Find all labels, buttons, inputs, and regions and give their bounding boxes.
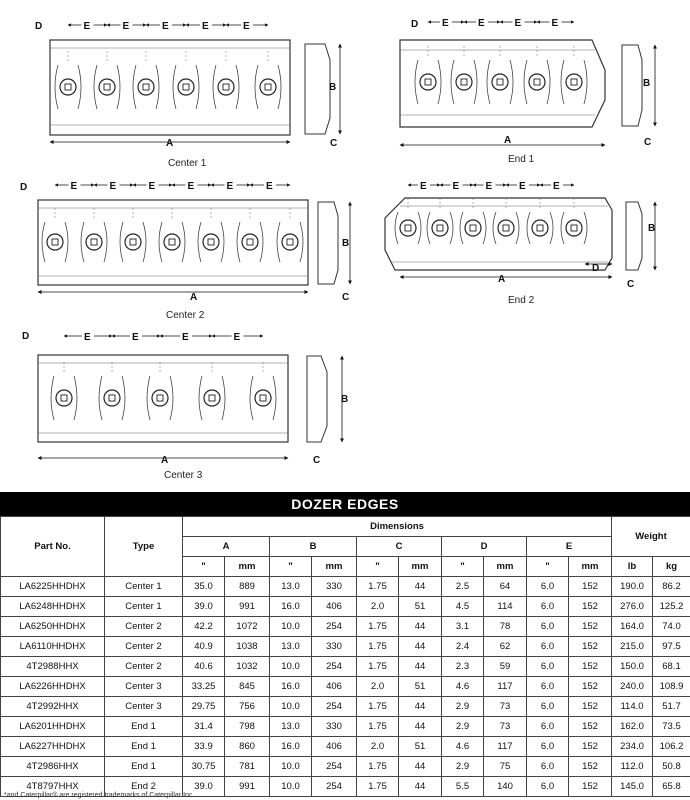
unit-mm: mm — [312, 557, 357, 577]
table-title: DOZER EDGES — [0, 492, 690, 516]
bolt-hole-icon — [487, 46, 513, 104]
value-cell: 62 — [484, 637, 527, 657]
value-cell: 108.9 — [653, 677, 690, 697]
center2-diagram — [20, 179, 350, 321]
center2-dim-e: E — [70, 181, 78, 192]
value-cell: 152 — [569, 757, 612, 777]
center2-caption: Center 2 — [166, 310, 205, 321]
value-cell: 1.75 — [357, 657, 399, 677]
value-cell: 6.0 — [527, 737, 569, 757]
end2-dim-e: E — [553, 181, 560, 192]
value-cell: 112.0 — [612, 757, 653, 777]
value-cell: 10.0 — [270, 657, 312, 677]
part-number-cell: LA6250HHDHX — [1, 617, 105, 637]
value-cell: 39.0 — [183, 777, 225, 797]
value-cell: 39.0 — [183, 597, 225, 617]
value-cell: 44 — [399, 697, 442, 717]
part-number-cell: LA6227HHDHX — [1, 737, 105, 757]
table-row — [1, 577, 690, 597]
unit-inch: " — [270, 557, 312, 577]
type-cell: Center 2 — [105, 657, 183, 677]
end1-dim-e: E — [514, 18, 522, 29]
part-number-cell: 4T2988HHX — [1, 657, 105, 677]
bolt-hole-icon — [427, 198, 453, 244]
value-cell: 1032 — [225, 657, 270, 677]
value-cell: 152 — [569, 717, 612, 737]
value-cell: 2.9 — [442, 757, 484, 777]
center3-dim-e: E — [84, 332, 91, 343]
bolt-hole-icon — [561, 46, 587, 104]
bolt-hole-icon — [250, 362, 276, 420]
value-cell: 254 — [312, 777, 357, 797]
value-cell: 29.75 — [183, 697, 225, 717]
value-cell: 2.3 — [442, 657, 484, 677]
header-type: Type — [105, 517, 183, 577]
end2-dim-c: C — [627, 279, 635, 290]
center1-caption: Center 1 — [168, 158, 207, 169]
bolt-hole-icon — [415, 46, 441, 104]
header-part-no: Part No. — [1, 517, 105, 577]
table-row — [1, 757, 690, 777]
bolt-hole-icon — [237, 208, 263, 262]
type-cell: Center 1 — [105, 597, 183, 617]
value-cell: 4.5 — [442, 597, 484, 617]
value-cell: 2.0 — [357, 737, 399, 757]
value-cell: 152 — [569, 737, 612, 757]
value-cell: 152 — [569, 617, 612, 637]
value-cell: 117 — [484, 677, 527, 697]
end1-dim-e: E — [442, 18, 449, 29]
center2-dim-b: B — [342, 238, 350, 249]
value-cell: 51 — [399, 677, 442, 697]
header-dim-d: D — [442, 537, 527, 557]
value-cell: 152 — [569, 577, 612, 597]
value-cell: 145.0 — [612, 777, 653, 797]
end2-dim-e: E — [420, 181, 427, 192]
value-cell: 16.0 — [270, 597, 312, 617]
bolt-hole-icon — [51, 362, 77, 420]
type-cell: Center 2 — [105, 637, 183, 657]
center3-caption: Center 3 — [164, 470, 203, 481]
value-cell: 845 — [225, 677, 270, 697]
part-number-cell: LA6110HHDHX — [1, 637, 105, 657]
bolt-hole-icon — [159, 208, 185, 262]
end2-dim-e: E — [485, 181, 493, 192]
value-cell: 97.5 — [653, 637, 690, 657]
unit-lb: lb — [612, 557, 653, 577]
value-cell: 1.75 — [357, 697, 399, 717]
value-cell: 3.1 — [442, 617, 484, 637]
value-cell: 16.0 — [270, 737, 312, 757]
value-cell: 10.0 — [270, 777, 312, 797]
bolt-hole-icon — [493, 198, 519, 244]
type-cell: End 1 — [105, 737, 183, 757]
value-cell: 254 — [312, 757, 357, 777]
unit-inch: " — [442, 557, 484, 577]
value-cell: 6.0 — [527, 597, 569, 617]
center1-dim-e: E — [162, 21, 169, 32]
type-cell: Center 3 — [105, 677, 183, 697]
value-cell: 2.9 — [442, 697, 484, 717]
bolt-hole-icon — [524, 46, 550, 104]
value-cell: 75 — [484, 757, 527, 777]
end2-dim-e: E — [452, 181, 460, 192]
table-body — [1, 577, 690, 797]
dozer-edges-table — [0, 492, 690, 797]
value-cell: 164.0 — [612, 617, 653, 637]
value-cell: 6.0 — [527, 717, 569, 737]
value-cell: 73 — [484, 717, 527, 737]
value-cell: 215.0 — [612, 637, 653, 657]
header-dim-c: C — [357, 537, 442, 557]
value-cell: 1.75 — [357, 617, 399, 637]
value-cell: 150.0 — [612, 657, 653, 677]
value-cell: 117 — [484, 737, 527, 757]
value-cell: 254 — [312, 617, 357, 637]
end2-dim-e: E — [519, 181, 526, 192]
header-weight: Weight — [612, 517, 690, 557]
value-cell: 991 — [225, 777, 270, 797]
value-cell: 330 — [312, 717, 357, 737]
center3-dim-e: E — [233, 332, 241, 343]
value-cell: 125.2 — [653, 597, 690, 617]
end1-caption: End 1 — [508, 154, 535, 165]
center2-dim-e: E — [148, 181, 156, 192]
unit-inch: " — [183, 557, 225, 577]
value-cell: 51.7 — [653, 697, 690, 717]
bolt-hole-icon — [133, 51, 159, 109]
end1-dim-c: C — [644, 137, 652, 148]
part-number-cell: LA6225HHDHX — [1, 577, 105, 597]
center3-dim-e: E — [182, 332, 189, 343]
value-cell: 106.2 — [653, 737, 690, 757]
bolt-hole-icon — [255, 51, 281, 109]
unit-kg: kg — [653, 557, 690, 577]
value-cell: 152 — [569, 597, 612, 617]
type-cell: Center 2 — [105, 617, 183, 637]
value-cell: 2.0 — [357, 597, 399, 617]
value-cell: 51 — [399, 737, 442, 757]
value-cell: 330 — [312, 637, 357, 657]
part-number-cell: 4T2992HHX — [1, 697, 105, 717]
end2-dim-b: B — [648, 223, 656, 234]
value-cell: 64 — [484, 577, 527, 597]
value-cell: 44 — [399, 577, 442, 597]
center1-diagram — [35, 19, 340, 169]
value-cell: 44 — [399, 637, 442, 657]
value-cell: 10.0 — [270, 757, 312, 777]
part-number-cell: 4T8797HHX — [1, 777, 105, 797]
value-cell: 51 — [399, 597, 442, 617]
bolt-hole-icon — [199, 362, 225, 420]
value-cell: 6.0 — [527, 677, 569, 697]
end2-diagram — [385, 179, 655, 306]
center2-dim-e: E — [226, 181, 234, 192]
end1-dim-a: A — [504, 135, 512, 146]
value-cell: 74.0 — [653, 617, 690, 637]
unit-inch: " — [357, 557, 399, 577]
value-cell: 2.0 — [357, 677, 399, 697]
footnote: *and Caterpillar® are registered trademarks of Caterpillar Inc. — [4, 792, 195, 799]
type-cell: Center 3 — [105, 697, 183, 717]
value-cell: 1.75 — [357, 757, 399, 777]
type-cell: End 1 — [105, 717, 183, 737]
center2-dim-d: D — [20, 182, 28, 193]
value-cell: 40.9 — [183, 637, 225, 657]
bolt-hole-icon — [81, 208, 107, 262]
type-cell: End 1 — [105, 757, 183, 777]
center2-dim-e: E — [187, 181, 195, 192]
center3-dim-b: B — [341, 394, 349, 405]
value-cell: 330 — [312, 577, 357, 597]
value-cell: 781 — [225, 757, 270, 777]
table-row — [1, 737, 690, 757]
bolt-hole-icon — [55, 51, 81, 109]
value-cell: 152 — [569, 657, 612, 677]
value-cell: 162.0 — [612, 717, 653, 737]
value-cell: 152 — [569, 677, 612, 697]
table-row — [1, 637, 690, 657]
center1-dim-e: E — [83, 21, 91, 32]
type-cell: End 2 — [105, 777, 183, 797]
value-cell: 6.0 — [527, 697, 569, 717]
bolt-hole-icon — [213, 51, 239, 109]
value-cell: 234.0 — [612, 737, 653, 757]
value-cell: 1.75 — [357, 777, 399, 797]
value-cell: 33.9 — [183, 737, 225, 757]
unit-mm: mm — [399, 557, 442, 577]
value-cell: 73 — [484, 697, 527, 717]
value-cell: 4.6 — [442, 677, 484, 697]
value-cell: 406 — [312, 677, 357, 697]
value-cell: 44 — [399, 777, 442, 797]
value-cell: 33.25 — [183, 677, 225, 697]
value-cell: 114 — [484, 597, 527, 617]
value-cell: 6.0 — [527, 757, 569, 777]
value-cell: 44 — [399, 717, 442, 737]
value-cell: 59 — [484, 657, 527, 677]
value-cell: 2.9 — [442, 717, 484, 737]
value-cell: 152 — [569, 777, 612, 797]
unit-inch: " — [527, 557, 569, 577]
center1-dim-e: E — [122, 21, 130, 32]
value-cell: 406 — [312, 737, 357, 757]
bolt-hole-icon — [147, 362, 173, 420]
table-row — [1, 697, 690, 717]
value-cell: 13.0 — [270, 717, 312, 737]
value-cell: 1038 — [225, 637, 270, 657]
value-cell: 73.5 — [653, 717, 690, 737]
value-cell: 40.6 — [183, 657, 225, 677]
value-cell: 240.0 — [612, 677, 653, 697]
center2-dim-c: C — [342, 292, 350, 303]
value-cell: 68.1 — [653, 657, 690, 677]
table-row — [1, 717, 690, 737]
value-cell: 6.0 — [527, 657, 569, 677]
end1-dim-e: E — [478, 18, 485, 29]
value-cell: 6.0 — [527, 777, 569, 797]
value-cell: 406 — [312, 597, 357, 617]
value-cell: 152 — [569, 697, 612, 717]
bolt-hole-icon — [120, 208, 146, 262]
bolt-hole-icon — [42, 208, 68, 262]
part-number-cell: LA6201HHDHX — [1, 717, 105, 737]
value-cell: 10.0 — [270, 617, 312, 637]
end1-dim-e: E — [551, 18, 559, 29]
center3-dim-d: D — [22, 331, 30, 342]
part-number-cell: LA6248HHDHX — [1, 597, 105, 617]
header-dim-e: E — [527, 537, 612, 557]
end2-dim-a: A — [498, 274, 506, 285]
bolt-hole-icon — [94, 51, 120, 109]
value-cell: 42.2 — [183, 617, 225, 637]
end1-dim-b: B — [643, 78, 651, 89]
value-cell: 190.0 — [612, 577, 653, 597]
center1-dim-b: B — [329, 82, 337, 93]
value-cell: 44 — [399, 617, 442, 637]
bolt-hole-icon — [173, 51, 199, 109]
value-cell: 13.0 — [270, 577, 312, 597]
end2-caption: End 2 — [508, 295, 535, 306]
value-cell: 2.4 — [442, 637, 484, 657]
bolt-hole-icon — [460, 198, 486, 244]
value-cell: 86.2 — [653, 577, 690, 597]
table-row — [1, 617, 690, 637]
value-cell: 276.0 — [612, 597, 653, 617]
center3-diagram — [22, 330, 348, 481]
value-cell: 756 — [225, 697, 270, 717]
value-cell: 152 — [569, 637, 612, 657]
unit-mm: mm — [484, 557, 527, 577]
value-cell: 1072 — [225, 617, 270, 637]
bolt-hole-icon — [277, 208, 303, 262]
value-cell: 50.8 — [653, 757, 690, 777]
value-cell: 254 — [312, 657, 357, 677]
table-row — [1, 597, 690, 617]
unit-mm: mm — [225, 557, 270, 577]
header-dim-b: B — [270, 537, 357, 557]
center1-dim-a: A — [166, 138, 174, 149]
header-dimensions: Dimensions — [183, 517, 612, 537]
table-row — [1, 677, 690, 697]
unit-mm: mm — [569, 557, 612, 577]
bolt-hole-icon — [99, 362, 125, 420]
center1-dim-e: E — [243, 21, 250, 32]
value-cell: 114.0 — [612, 697, 653, 717]
value-cell: 254 — [312, 697, 357, 717]
value-cell: 1.75 — [357, 577, 399, 597]
value-cell: 1.75 — [357, 637, 399, 657]
value-cell: 6.0 — [527, 617, 569, 637]
value-cell: 78 — [484, 617, 527, 637]
center2-dim-a: A — [190, 292, 198, 303]
header-dim-a: A — [183, 537, 270, 557]
center2-dim-e: E — [266, 181, 273, 192]
center3-dim-e: E — [132, 332, 139, 343]
type-cell: Center 1 — [105, 577, 183, 597]
value-cell: 6.0 — [527, 577, 569, 597]
value-cell: 35.0 — [183, 577, 225, 597]
value-cell: 6.0 — [527, 637, 569, 657]
part-number-cell: LA6226HHDHX — [1, 677, 105, 697]
value-cell: 10.0 — [270, 697, 312, 717]
value-cell: 30.75 — [183, 757, 225, 777]
value-cell: 889 — [225, 577, 270, 597]
specs-table — [0, 516, 690, 797]
value-cell: 860 — [225, 737, 270, 757]
center3-dim-c: C — [313, 455, 321, 466]
value-cell: 5.5 — [442, 777, 484, 797]
bolt-hole-icon — [198, 208, 224, 262]
part-number-cell: 4T2986HHX — [1, 757, 105, 777]
value-cell: 140 — [484, 777, 527, 797]
bolt-hole-icon — [527, 198, 553, 244]
value-cell: 44 — [399, 657, 442, 677]
center3-dim-a: A — [161, 455, 169, 466]
value-cell: 65.8 — [653, 777, 690, 797]
value-cell: 4.6 — [442, 737, 484, 757]
value-cell: 2.5 — [442, 577, 484, 597]
value-cell: 16.0 — [270, 677, 312, 697]
center2-dim-e: E — [109, 181, 117, 192]
end1-diagram — [400, 16, 655, 165]
value-cell: 31.4 — [183, 717, 225, 737]
bolt-hole-icon — [561, 198, 587, 244]
bolt-hole-icon — [451, 46, 477, 104]
value-cell: 13.0 — [270, 637, 312, 657]
value-cell: 1.75 — [357, 717, 399, 737]
center1-dim-d: D — [35, 21, 43, 32]
end1-dim-d: D — [411, 19, 419, 30]
table-row — [1, 657, 690, 677]
end2-dim-d: D — [592, 263, 600, 274]
value-cell: 44 — [399, 757, 442, 777]
center1-dim-e: E — [202, 21, 209, 32]
value-cell: 991 — [225, 597, 270, 617]
value-cell: 798 — [225, 717, 270, 737]
center1-dim-c: C — [330, 138, 338, 149]
